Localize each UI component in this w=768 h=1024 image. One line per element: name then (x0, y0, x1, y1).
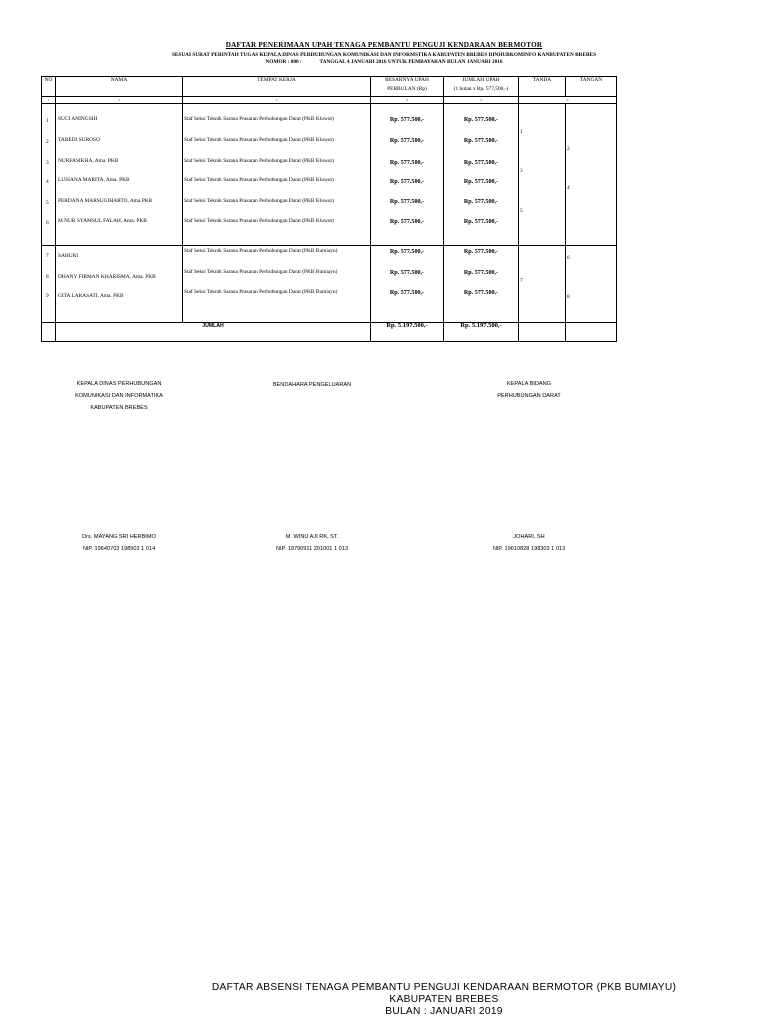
row-jumlah: Rp. 577.500,- (463, 138, 499, 144)
row-no: 3 (46, 160, 49, 166)
row-tempat: Staf Seksi Teknik Sarana Prasaran Perhubungan Darat (PKB Kluwut) (184, 158, 334, 164)
signature-number: 2 (567, 146, 570, 152)
row-upah: Rp. 577.500,- (389, 138, 425, 144)
total-upah: Rp. 5.197.500,- (371, 323, 444, 342)
row-tempat: Staf Seksi Teknik Sarana Prasaran Perhubungan Darat (PKB Kluwut) (184, 198, 334, 204)
row-jumlah: Rp. 577.500,- (463, 270, 499, 276)
signature-nip: NIP. 19790911 201001 1 013 (276, 546, 348, 552)
row-upah: Rp. 577.500,- (389, 249, 425, 255)
tangan-column (566, 246, 617, 323)
tempat-column (183, 104, 371, 246)
row-nama: M.NUR SYAMSUL FALAH, Ama. PKB (58, 218, 147, 224)
row-upah: Rp. 577.500,- (389, 160, 425, 166)
upah-column (371, 246, 444, 323)
row-nama: GITA LARASATI, Ama. PKB (58, 293, 124, 299)
index-cell: 4 (371, 97, 444, 104)
total-empty-cell (566, 323, 617, 342)
row-tempat: Staf Seksi Teknik Sarana Prasaran Perhubungan Darat (PKB Bumiayu) (184, 269, 338, 275)
header-jumlah-upah (444, 77, 519, 97)
signature-title: BENDAHARA PENGELUARAN (272, 382, 352, 388)
row-jumlah: Rp. 577.500,- (463, 179, 499, 185)
header-tempat-kerja: TEMPAT KERJA (183, 77, 371, 97)
row-nama: DHANY FIRMAN KHARISMA, Ama. PKB (58, 274, 156, 280)
row-tempat: Staf Seksi Teknik Sarana Prasaran Perhubungan Darat (PKB Kluwut) (184, 218, 334, 224)
signature-title: KEPALA BIDANG (506, 381, 552, 387)
row-tempat: Staf Seksi Teknik Sarana Prasaran Perhubungan Darat (PKB Kluwut) (184, 116, 334, 122)
row-tempat: Staf Seksi Teknik Sarana Prasaran Perhubungan Darat (PKB Kluwut) (184, 137, 334, 143)
index-cell: 1 (42, 97, 56, 104)
row-jumlah: Rp. 577.500,- (463, 219, 499, 225)
signature-title: KABUPATEN BREBES (90, 405, 148, 411)
total-empty-cell (42, 323, 56, 342)
row-upah: Rp. 577.500,- (389, 179, 425, 185)
row-no: 5 (46, 200, 49, 206)
row-nama: LUSIANA MARITA, Ama. PKB (58, 177, 130, 183)
total-label: JUMLAH (56, 323, 371, 342)
signature-number: 6 (567, 255, 570, 261)
row-nama: TAREDI SUROSO (58, 137, 100, 143)
signature-number: 5 (520, 208, 523, 214)
tanda-column (519, 104, 566, 246)
row-jumlah: Rp. 577.500,- (463, 199, 499, 205)
row-nama: SUCI ANINGSIH (58, 116, 98, 122)
header-jumlah-upah-line2: (1 bulan x Rp. 577,500,-) (453, 86, 509, 92)
index-cell: 5 (444, 97, 519, 104)
row-jumlah: Rp. 577.500,- (463, 249, 499, 255)
signature-title: KEPALA DINAS PERHUBUNGAN (76, 381, 162, 387)
signature-nip: NIP. 19640703 198903 1 014 (82, 546, 156, 552)
header-besarnya-upah (371, 77, 444, 97)
table-header-row (42, 77, 617, 97)
no-column (42, 246, 56, 323)
jumlah-column (444, 104, 519, 246)
row-upah: Rp. 577.500,- (389, 199, 425, 205)
signature-bendahara (242, 379, 382, 391)
signature-bendahara-name (242, 531, 382, 555)
row-jumlah: Rp. 577.500,- (463, 290, 499, 296)
header-no: NO (42, 77, 56, 97)
row-jumlah: Rp. 577.500,- (463, 117, 499, 123)
document-subtitle: SESUAI SURAT PERINTAH TUGAS KEPALA DINAS PERHUBUNGAN KOMUNIKASI DAN INFORMSTIKA KABUPATEN BREBES DINHUBKOMINFO KANBUPATEN BREBES (171, 52, 597, 58)
row-tempat: Staf Seksi Teknik Sarana Prasaran Perhubungan Darat (PKB Bumiayu) (184, 289, 338, 295)
upah-column (371, 104, 444, 246)
signature-title: KOMUNIKASI DAN INFORMATIKA (75, 393, 163, 399)
nama-column (56, 246, 183, 323)
index-cell: 6 (519, 97, 617, 104)
row-upah: Rp. 577.500,- (389, 290, 425, 296)
row-no: 8 (46, 274, 49, 280)
table-row-group-kluwut (42, 104, 617, 246)
signature-kepala-dinas (48, 378, 190, 414)
header-besarnya-upah-line1: BESARNYA UPAH (385, 77, 429, 83)
signature-number: 1 (520, 129, 523, 135)
total-empty-cell (519, 323, 566, 342)
tanggal-text: TANGGAL 4 JANUARI 2016 UNTUK PEMBAYARAN BULAN JANUARI 2016 (319, 59, 503, 65)
row-no: 9 (46, 293, 49, 299)
total-jumlah: Rp. 5.197.500,- (444, 323, 519, 342)
row-nama: NURFASIKHA, Ama. PKB (58, 158, 119, 164)
signature-kepala-dinas-name (48, 531, 190, 555)
row-upah: Rp. 577.500,- (389, 117, 425, 123)
footer-line2: KABUPATEN BREBES (389, 994, 499, 1005)
footer-line1: DAFTAR ABSENSI TENAGA PEMBANTU PENGUJI KENDARAAN BERMOTOR (PKB BUMIAYU) (211, 982, 677, 993)
signature-nip: NIP. 19610828 198303 1 013 (492, 546, 566, 552)
index-cell: 3 (183, 97, 371, 104)
no-column (42, 104, 56, 246)
signature-name: M. WINU AJI RK, ST. (285, 534, 339, 540)
row-tempat: Staf Seksi Teknik Sarana Prasaran Perhubungan Darat (PKB Bumiayu) (184, 248, 338, 254)
signature-name: Drs. MAYANG SRI HERBIMO (82, 534, 156, 540)
index-cell: 2 (56, 97, 183, 104)
signature-name: JOHARI, SH (513, 534, 545, 540)
jumlah-column (444, 246, 519, 323)
nama-column (56, 104, 183, 246)
table-row-group-bumiayu (42, 246, 617, 323)
footer-line3: BULAN : JANUARI 2019 (385, 1006, 503, 1017)
signature-number: 7 (520, 278, 523, 284)
signature-number: 3 (520, 168, 523, 174)
signature-number: 4 (567, 185, 570, 191)
row-no: 4 (46, 179, 49, 185)
header-tangan: TANGAN (566, 77, 617, 97)
signature-kepala-bidang (459, 378, 599, 402)
row-no: 1 (46, 118, 49, 124)
row-upah: Rp. 577.500,- (389, 219, 425, 225)
nomor-text: NOMOR : 800 / (265, 59, 302, 65)
row-nama: SAHURI (58, 253, 79, 259)
next-page-title (200, 982, 688, 1018)
row-no: 7 (46, 253, 49, 259)
signature-number: 8 (567, 294, 570, 300)
signature-kepala-bidang-name (459, 531, 599, 555)
header-besarnya-upah-line2: PERBULAN (Rp) (387, 86, 427, 92)
signature-title: PERHUBUNGAN DARAT (497, 393, 561, 399)
row-nama: PERDANA MARSUGIHARTO, Ama.PKB (58, 198, 153, 204)
row-tempat: Staf Seksi Teknik Sarana Prasaran Perhubungan Darat (PKB Kluwut) (184, 177, 334, 183)
header-jumlah-upah-line1: JUMLAH UPAH (462, 77, 500, 83)
tempat-column (183, 246, 371, 323)
tangan-column (566, 104, 617, 246)
table-total-row (42, 323, 617, 342)
tanda-column (519, 246, 566, 323)
row-upah: Rp. 577.500,- (389, 270, 425, 276)
header-tanda: TANDA (519, 77, 566, 97)
document-title: DAFTAR PENERIMAAN UPAH TENAGA PEMBANTU PENGUJI KENDARAAN BERMOTOR (225, 41, 543, 49)
document-reference (0, 59, 768, 65)
payroll-table (41, 76, 617, 342)
table-index-row (42, 97, 617, 104)
row-jumlah: Rp. 577.500,- (463, 160, 499, 166)
row-no: 2 (46, 139, 49, 145)
row-no: 6 (46, 220, 49, 226)
header-nama: NAMA (56, 77, 183, 97)
